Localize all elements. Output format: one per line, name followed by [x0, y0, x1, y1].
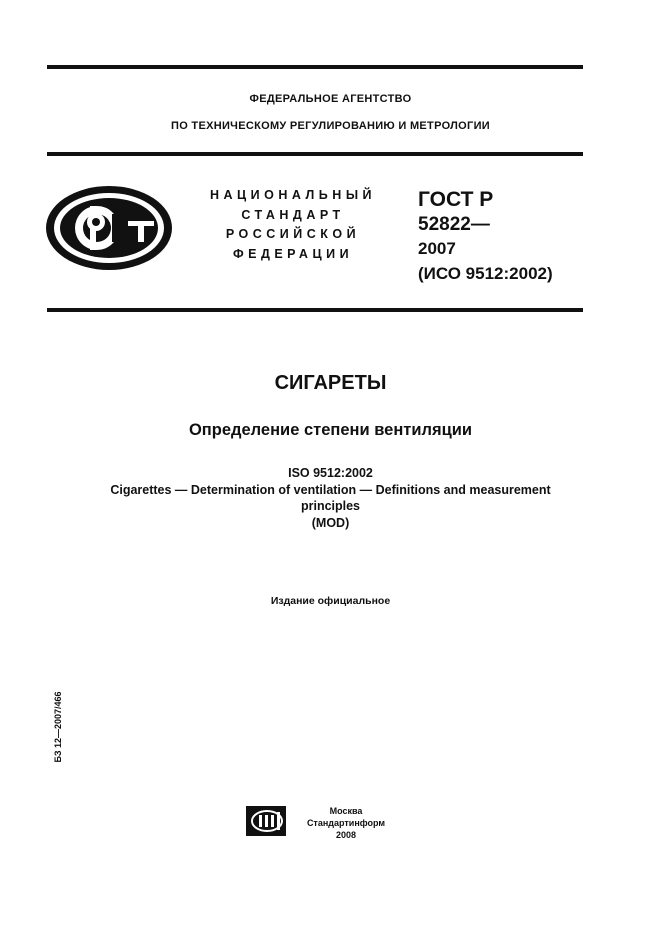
agency-line-1: ФЕДЕРАЛЬНОЕ АГЕНТСТВО [249, 93, 412, 105]
standartinform-logo-icon [246, 806, 286, 836]
iso-title-line-1: Cigarettes — Determination of ventilation — Definitions and measurement [110, 482, 551, 497]
publisher-city: Москва [329, 806, 363, 816]
iso-title-line-2: principles [300, 499, 361, 513]
national-standard-line-1: НАЦИОНАЛЬНЫЙ [209, 188, 377, 202]
gost-line-4: (ИСО 9512:2002) [418, 264, 553, 283]
national-standard-line-2: СТАНДАРТ [241, 207, 345, 222]
side-code: БЗ 12—2007/466 [53, 691, 63, 763]
document-title: СИГАРЕТЫ [274, 372, 387, 394]
national-standard-line-4: ФЕДЕРАЦИИ [232, 246, 354, 261]
edition-label: Издание официальное [270, 595, 391, 607]
iso-reference-block [0, 465, 661, 531]
publisher-info [296, 805, 396, 841]
top-rule [47, 65, 583, 69]
gost-designation [418, 187, 553, 287]
rst-certification-logo-icon [44, 184, 174, 274]
header-bottom-rule [47, 152, 583, 156]
gost-line-2: 52822— [418, 214, 490, 235]
national-standard-label [198, 186, 388, 264]
agency-line-2: ПО ТЕХНИЧЕСКОМУ РЕГУЛИРОВАНИЮ И МЕТРОЛОГИИ [171, 120, 490, 132]
national-standard-line-3: РОССИЙСКОЙ [225, 227, 361, 241]
standard-block-bottom-rule [47, 308, 583, 312]
publisher-name: Стандартинформ [306, 818, 386, 828]
gost-line-1: ГОСТ Р [418, 188, 494, 211]
document-subtitle: Определение степени вентиляции [188, 421, 473, 439]
iso-mod: (MOD) [311, 515, 350, 530]
publisher-year: 2008 [335, 830, 357, 840]
iso-reference: ISO 9512:2002 [288, 466, 373, 480]
gost-line-3: 2007 [418, 239, 456, 258]
